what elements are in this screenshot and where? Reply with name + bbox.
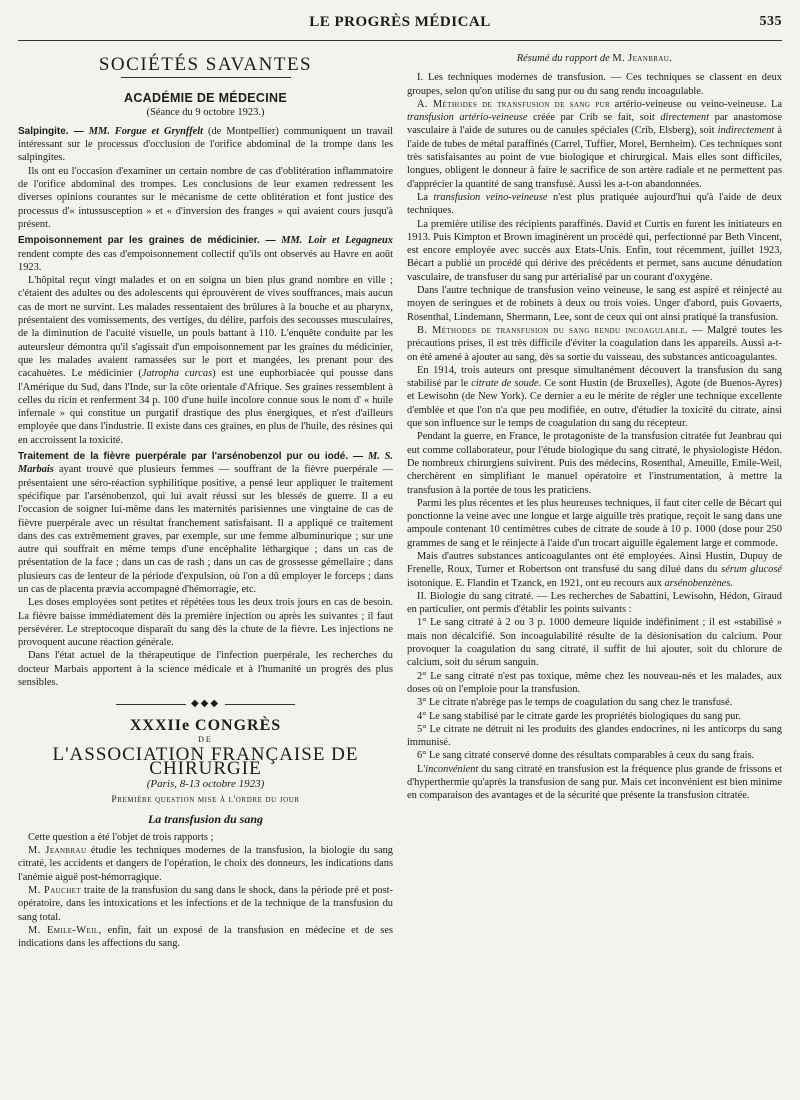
paragraph: Les doses employées sont petites et répétées tous les deux trois jours en cas de besoin. La fièvre baisse immédiatement dès la première injection ou après les suivantes ; il faut persévérer. Le streptocoque disparaît du sang dès la chute de la fièvre. Les injections ne provoquent aucune réaction générale. <box>18 597 393 649</box>
text-run: enfin, fait un exposé de la transfusion en médecine et de ses indications dans les affections du sang. <box>18 924 393 950</box>
subsection-head: B. Méthodes de transfusion du sang rendu incoagulable. <box>417 324 688 336</box>
article-authors: MM. Forgue et Grynffelt <box>88 125 204 137</box>
paragraph <box>407 191 782 218</box>
text-run: L'hôpital reçut vingt malades et on en soigna un bien plus grand nombre en ville ; c'étaient des adultes ou des adolescents qui éprouvèrent de vives souffrances, mais aucun cas de mort ne survint. Les malades ressentaient des brûlures à la bouche et au pharynx, présentaient des vomissements, des vertiges, du délire, parfois des secousses musculaires, de la diminution de l'acuité visuelle, un pouls battant à 110. L'enquête conduite par les auteursleur démontra qu'il s'agissait d'un empoisonnement par les graines du médicinier, que les malades avaient ramassées sur le port et mangées, les prenant pour des cacahuètes. Le médicinier ( <box>18 275 393 380</box>
journal-page <box>18 14 782 1090</box>
ornament-divider: ◆◆◆ <box>18 697 393 710</box>
text-run: artério-veineuse ou veino-veineuse. La <box>614 98 782 110</box>
paragraph: Cette question a été l'objet de trois rapports ; <box>28 831 214 843</box>
journal-title: LE PROGRÈS MÉDICAL <box>309 14 491 30</box>
premiere-question: Première question mise à l'ordre du jour <box>111 795 300 806</box>
text-run-italic: citrate de soude <box>471 378 539 390</box>
text-run-italic: transfusion artério-veineuse <box>407 112 528 124</box>
text-run: isotonique. E. Flandin et Tzanck, en 1921, ont eu recours aux <box>407 577 662 589</box>
paragraph <box>18 844 393 884</box>
article-text: rendent compte des cas d'empoisonnement collectif qu'ils ont observés au Havre en août 1923. <box>18 248 393 273</box>
article-lead: Traitement de la fièvre puerpérale par l'arsénobenzol pur ou iodé. — <box>18 451 364 463</box>
text-run: L' <box>417 763 426 775</box>
congres-number: XXXIIe CONGRÈS <box>129 716 282 734</box>
author-name: M. Emile-Weil, <box>28 924 102 936</box>
section-title: SOCIÉTÉS SAVANTES <box>98 54 313 75</box>
paragraph: Dans l'état actuel de la thérapeutique de l'infection puerpérale, les recherches du docteur Marbais apportent à la science médicale et à l'humanité un progrès des plus sensibles. <box>18 650 393 689</box>
paragraph: II. Biologie du sang citraté. — Les recherches de Sabattini, Lewisohn, Hédon, Giraud en particulier, ont permis d'établir les points suivants : <box>407 590 782 616</box>
text-run: étudie les techniques modernes de la transfusion, la biologie du sang citraté, les accidents et dangers de l'opération, le choix des donneurs, les indications dans l'anémie aiguë post-hémorragique. <box>18 845 393 883</box>
paragraph <box>407 550 782 590</box>
paragraph <box>407 98 782 191</box>
text-run: n'est plus pratiquée aujourd'hui qu'à l'aide de deux techniques. <box>407 191 782 217</box>
list-item: 5° Le citrate ne détruit ni les produits des glandes endocrines, ni les anticorps du sang immunisé. <box>407 723 782 749</box>
text-run-italic: indirectement <box>717 125 775 137</box>
article-fievre <box>18 450 393 596</box>
text-run: traite de la transfusion du sang dans le shock, dans la période pré et post-opératoire, dans les intoxications et les infections et de la technique de la transfusion du sang total. <box>18 884 393 923</box>
article-salpingite <box>18 125 393 165</box>
text-run: Mais d'autres substances anticoagulantes ont été employées. Ainsi Hustin, Dupuy de Frenelle, Roux, Turner et Robertson ont transfusé du sang dilué dans du <box>407 550 782 576</box>
article-empoisonnement <box>18 234 393 274</box>
paragraph: Ils ont eu l'occasion d'examiner un certain nombre de cas d'oblitération inflammatoire de l'orifice abdominal des trompes. Les conclusions de leur examen redressent les diverses opinions courantes sur le mécanisme de cette oblitération et font justice des processus d'« intussusception » et « d'inversion des franges » qui avaient cours jusqu'à présent. <box>18 165 393 230</box>
article-authors: MM. Loir et Legagneux <box>281 235 393 247</box>
running-header <box>18 14 782 41</box>
congres-place: (Paris, 8-13 octobre 1923) <box>146 777 265 790</box>
title-rule <box>121 77 291 78</box>
paragraph <box>407 364 782 430</box>
paragraph: Pendant la guerre, en France, le protagoniste de la transfusion citratée fut Jeanbrau qui eut comme collaborateur, pour l'étude biologique du sang citraté, le physiologiste Hédon. De nombreux chirurgiens suivirent. Puis des médecins, Rosenthal, Ameuille, Emile-Weil, cherchèrent en simplifiant le manuel opératoire et l'instrumentation, à mettre la transfusion à la portée de tous les praticiens. <box>407 431 782 496</box>
academy-title: ACADÉMIE DE MÉDECINE <box>124 91 287 106</box>
text-run: — Malgré toutes les précautions prises, il est très difficile d'éviter la coagulation dans les appareils. Aussi a-t-on été amené à ajouter au sang, dès sa sortie du vaisseau, des substances anticoagulantes. <box>407 324 782 363</box>
text-run: ) est une euphorbiacée qui pousse dans l'Amérique du Sud, dans l'Inde, sur la côte orientale d'Afrique. Ses graines ressemblent à celles du ricin et renferment 34 p. 100 d'une huile incolore connue sous le nom d' « huile infernale » qui constitue un purgatif drastique des plus énergiques, et n'est d'ailleurs employée que dans l'industrie. Il existe dans ces graines, en plus de l'huile, des résines qui en accroissent la toxicité. <box>18 368 393 446</box>
transfusion-title: La transfusion du sang <box>147 812 264 827</box>
text-run-italic: Résumé du rapport de <box>516 53 610 64</box>
congres-de: DE <box>198 734 213 744</box>
text-run: La <box>417 191 428 203</box>
paragraph <box>18 884 393 924</box>
list-item: 3° Le citrate n'abrège pas le temps de coagulation du sang chez le transfusé. <box>417 697 733 709</box>
text-run: créée par Crib se fait, soit <box>533 112 655 124</box>
right-column <box>407 52 782 1090</box>
article-text: ayant trouvé que plusieurs femmes — souffrant de la fièvre puerpérale — présentaient une séro-réaction syphilitique positive, a pensé leur appliquer le traitement spécifique par l'arsénobenzol, qui lui avait réussi sur les blessés de guerre. Il a eu l'occasion de soigner lui-même dans les maternités parisiennes une vingtaine de cas de fièvre puerpérale avec un résultat franchement satisfaisant. Il a appliqué ce traitement dans des cas extrêmement graves, par exemple, sur une femme albuminurique ; sur une autre qui souffrait en même temps d'une encéphalite léthargique ; dans un cas de présentation de la face ; dans un cas de rash ; dans un cas de grossesse gémellaire ; dans plusieurs cas de lenteur de la période d'expulsion, où l'on a dû employer le forceps ; dans un cas de placenta prævia accompagné d'hémorragie, etc. <box>18 464 393 595</box>
author-name: M. Jeanbrau. <box>612 53 673 64</box>
article-text: (de Montpellier) communiquent un travail intéressant sur le processus d'occlusion de l'orifice abdominal de la trompe dans les salpingites. <box>18 125 393 164</box>
paragraph <box>18 274 393 447</box>
left-column <box>18 52 393 1090</box>
author-name: M. Pauchet <box>28 884 82 896</box>
text-run: du sang citraté en transfusion est la fréquence plus grande de frissons et d'hyperthermie qu'après la transfusion de sang pur. Mais cet inconvénient est bien minime en comparaison des avantages et de la sécurité que présente la transfusion citratée. <box>407 763 782 802</box>
text-run: par anastomose vasculaire à l'aide de sutures ou de canules spéciales (Crib, Elsberg), soit <box>407 112 782 137</box>
paragraph <box>407 324 782 364</box>
list-item: 2° Le sang citraté n'est pas toxique, même chez les nouveau-nés et les malades, aux doses où on l'emploie pour la transfusion. <box>407 670 782 695</box>
article-lead: Salpingite. — <box>18 125 84 137</box>
text-run-italic: arsénobenzènes. <box>664 577 733 589</box>
congres-association: L'ASSOCIATION FRANÇAISE DE CHIRURGIE <box>52 744 359 779</box>
list-item: 6° Le sang citraté conservé donne des résultats comparables à ceux du sang frais. <box>417 750 755 762</box>
text-run-italic: sérum glucosé <box>721 564 782 576</box>
author-name: M. Jeanbrau <box>28 845 87 857</box>
text-run: à l'aide de tubes de métal paraffinés (Carrel, Tuffier, Morel, Bernheim). Ces techniques sont très satisfaisantes au point de vue biologique et chirurgical. Mais elles sont difficiles, longues, obligent le donneur à faire le sacrifice de son artère radiale et ne permettent pas d'apprécier la quantité de sang transfusé. Aussi les a-t-on abandonnées. <box>407 125 782 190</box>
text-run: En 1914, trois auteurs ont presque simultanément découvert la transfusion du sang stabilisé par le <box>407 364 782 390</box>
paragraph <box>18 924 393 951</box>
seance-date: (Séance du 9 octobre 1923.) <box>146 106 265 118</box>
paragraph: Parmi les plus récentes et les plus heureuses techniques, il faut citer celle de Bécart qui ponctionne la veine avec une longue et large aiguille très pratique, reçoit le sang dans une ampoule contenant 10 centimètres cubes de citrate de soude à 10 p. 1000 (dose pour 250 grammes de sang et le réinjecte à l'aide d'un trocart aiguille également large et commode. <box>407 497 782 549</box>
list-item: 1° Le sang citraté à 2 ou 3 p. 1000 demeure liquide indéfiniment ; il est «stabilisé » mais non décalcifié. Son incoagulabilité résulte de la désionisation du calcium. Pour provoquer la coagulation du sang citraté, il suffit de lui ajouter, soit du chlorure de calcium, soit du sérum sanguin. <box>407 617 782 669</box>
paragraph: I. Les techniques modernes de transfusion. — Ces techniques se classent en deux groupes, selon qu'on utilise du sang pur ou du sang rendu incoagulable. <box>407 72 782 97</box>
text-run-italic: inconvénient <box>425 763 479 775</box>
page-number: 535 <box>759 14 782 29</box>
text-run-italic: directement <box>660 112 710 124</box>
list-item: 4° Le sang stabilisé par le citrate garde les propriétés biologiques du sang pur. <box>417 710 741 722</box>
text-run: . Ce sont Hustin (de Bruxelles), Agote (de Buenos-Ayres) et Lewisohn (de New York). Ce dernier a eu le mérite de régler une technique excellente d'emblée et que l'on n'a que peu modifiée, en outre, d'étudier la toxicité du citrate, ainsi que son influence sur le temps de coagulation du sang du récepteur. <box>407 378 783 430</box>
article-authors: M. S. Marbais <box>18 451 393 476</box>
paragraph: Dans l'autre technique de transfusion veino veineuse, le sang est aspiré et réinjecté au moyen de seringues et de robinets à deux ou trois voies. Unger d'abord, puis Govaerts, Rosenthal, Lindemann, Shermann, Lee, sont de ceux qui ont ainsi pratiqué la transfusion. <box>407 285 782 323</box>
article-lead: Empoisonnement par les graines de médicinier. — <box>18 235 276 247</box>
text-run-italic: transfusion veino-veineuse <box>433 191 548 203</box>
paragraph: La première utilise des récipients paraffinés. David et Curtis en furent les initiateurs en 1913. Puis Kimpton et Brown imaginèrent un procédé qui, perfectionné par Beth Vincent, est encore employée avec succès aux Etats-Unis. Enfin, tout récemment, juillet 1923, Bécart a publié un procédé qui dérive des précédents et permet, sans aucune dénudation vasculaire, de transfuser du sang pur artérialisé par un courant d'oxygène. <box>407 218 782 283</box>
paragraph <box>407 763 782 803</box>
text-run-italic: Jatropha curcas <box>141 368 213 380</box>
resume-heading <box>407 52 782 65</box>
subsection-head: A. Méthodes de transfusion de sang pur <box>417 98 611 110</box>
